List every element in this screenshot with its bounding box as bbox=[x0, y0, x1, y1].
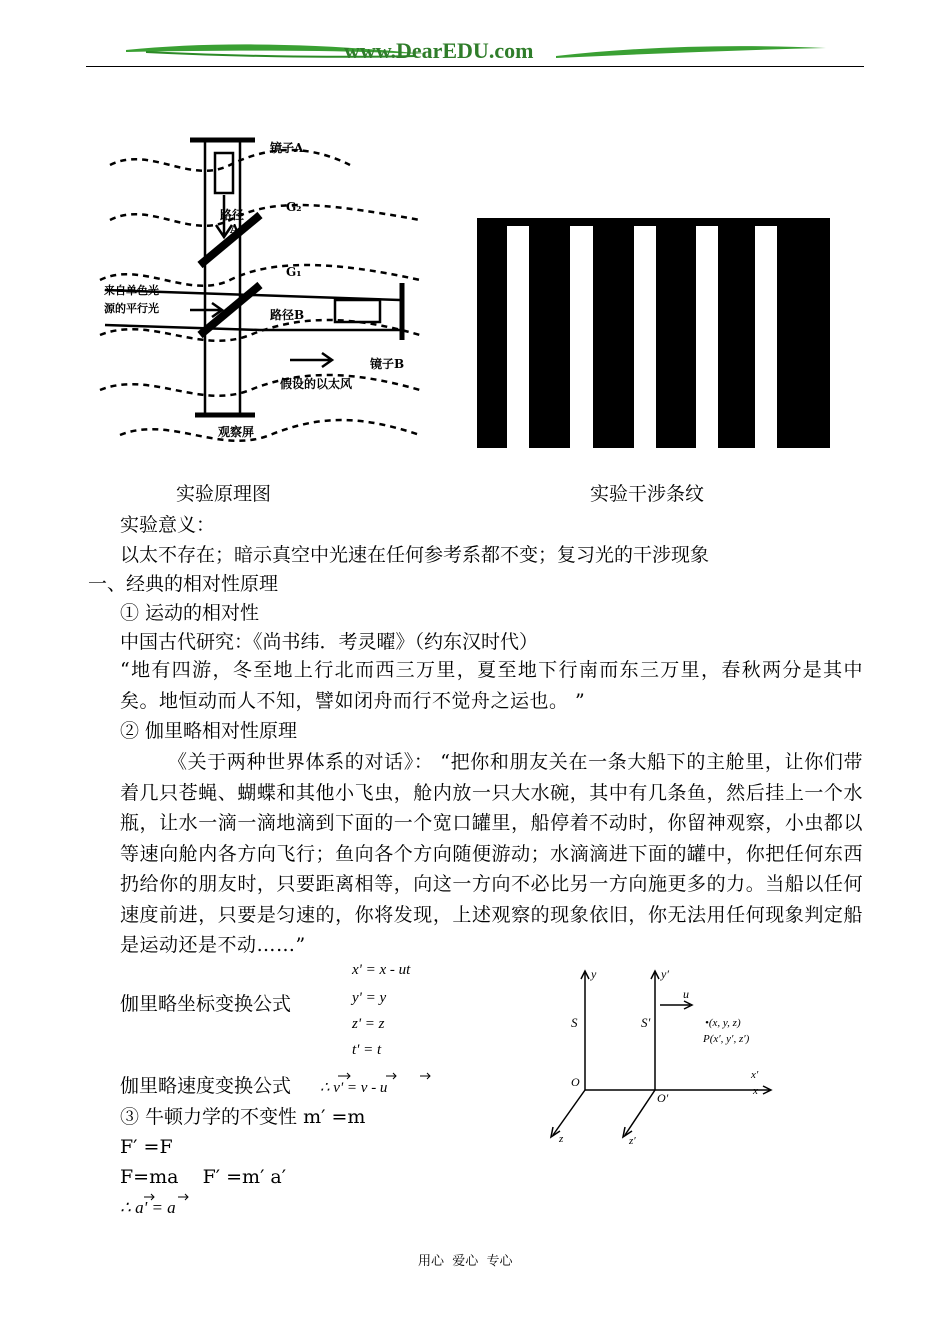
label-source-2: 源的平行光 bbox=[104, 302, 159, 315]
point-coords: •(x, y, z) bbox=[705, 1017, 741, 1029]
fringe-stripes bbox=[477, 218, 830, 448]
coord-transform-label: 伽里略坐标变换公式 bbox=[120, 993, 292, 1015]
origin-o-prime: O′ bbox=[657, 1091, 669, 1105]
caption-left: 实验原理图 bbox=[176, 483, 272, 505]
label-g2: G₂ bbox=[286, 200, 302, 214]
sub-heading-3: ③ 牛顿力学的不变性 m′ =m bbox=[120, 1106, 366, 1128]
label-g1: G₁ bbox=[286, 265, 302, 279]
label-source-1: 来自单色光 bbox=[104, 284, 159, 297]
footer-text: 用心 爱心 专心 bbox=[418, 1254, 513, 1269]
eq-y: y' = y bbox=[352, 990, 387, 1006]
velocity-eq: ∴ v' = v - u bbox=[320, 1080, 388, 1096]
point-coords-prime: P(x′, y′, z′) bbox=[703, 1033, 750, 1045]
quote-ancient: “地有四游，冬至地上行北而西三万里，夏至地下行南而东三万里，春秋两分是其中矣。地恒动而人不知，譬如闭舟而行不觉舟之运也。 ” bbox=[120, 659, 863, 712]
header-swoosh-right bbox=[556, 40, 826, 64]
ancient-research: 中国古代研究：《尚书纬．考灵曜》（约东汉时代） bbox=[120, 631, 539, 653]
header-rule bbox=[86, 66, 864, 67]
label-path-a-2: A bbox=[230, 222, 240, 236]
label-mirror-b: 镜子B bbox=[370, 357, 405, 371]
section-heading: 一、经典的相对性原理 bbox=[88, 573, 279, 595]
caption-right: 实验干涉条纹 bbox=[590, 483, 705, 505]
axis-y-prime: y′ bbox=[661, 967, 669, 981]
sub-heading-1: ① 运动的相对性 bbox=[120, 602, 260, 624]
origin-o: O bbox=[571, 1075, 580, 1089]
force-eq-1: F′ =F bbox=[120, 1136, 173, 1158]
interference-fringes bbox=[477, 218, 830, 448]
eq-t: t' = t bbox=[352, 1042, 382, 1058]
force-eq-2: F=ma F′ =m′ a′ bbox=[120, 1166, 287, 1188]
quote-galileo: 《关于两种世界体系的对话》： “把你和朋友关在一条大船下的主舱里，让你们带着几只苍蝇、蝴蝶和其他小飞虫，舱内放一只大水碗，其中有几条鱼，然后挂上一个水瓶，让水一滴一滴地滴到下面的一个宽口罐里，船停着不动时，你留神观察，小虫都以等速向舱内各方向飞行；鱼向各个方向随便游动；水滴滴进下面的罐中，你把任何东西扔给你的朋友时，只要距离相等，向这一方向不必比另一方向施更多的力。当船以任何速度前进，只要是匀速的，你将发现，上述观察的现象依旧，你无法用任何现象判定船是运动还是不动……” bbox=[120, 751, 863, 956]
velocity-u: u bbox=[683, 987, 689, 1001]
reference-frames-figure bbox=[545, 965, 785, 1150]
frame-s-prime: S′ bbox=[641, 1015, 651, 1030]
label-ether-wind: 假设的以太风 bbox=[280, 377, 353, 391]
label-mirror-a: 镜子A bbox=[270, 141, 304, 155]
label-path-a-1: 路径 bbox=[220, 208, 245, 222]
axis-z-prime: z′ bbox=[629, 1135, 636, 1147]
velocity-transform-label: 伽里略速度变换公式 bbox=[120, 1075, 292, 1097]
axis-x-prime: x′ bbox=[751, 1069, 759, 1081]
acceleration-vector-arrows bbox=[138, 1192, 198, 1202]
header-site-name[interactable]: www.DearEDU.com bbox=[344, 38, 534, 63]
meaning-text: 以太不存在；暗示真空中光速在任何参考系都不变；复习光的干涉现象 bbox=[120, 544, 710, 566]
reference-frames-svg bbox=[545, 965, 785, 1150]
velocity-vector-arrows bbox=[330, 1070, 440, 1082]
meaning-title: 实验意义： bbox=[120, 514, 216, 536]
eq-x: x' = x - ut bbox=[352, 962, 411, 978]
acceleration-eq: ∴ a' = a bbox=[120, 1198, 176, 1217]
frame-s: S bbox=[571, 1015, 578, 1030]
header-banner bbox=[86, 30, 864, 70]
axis-z: z bbox=[559, 1133, 564, 1145]
axis-x: x bbox=[753, 1085, 758, 1097]
michelson-diagram bbox=[90, 125, 435, 450]
eq-z: z' = z bbox=[352, 1016, 385, 1032]
axis-y: y bbox=[591, 967, 597, 981]
label-screen: 观察屏 bbox=[218, 425, 255, 439]
label-path-b: 路径B bbox=[270, 308, 305, 322]
sub-heading-2: ② 伽里略相对性原理 bbox=[120, 720, 298, 742]
